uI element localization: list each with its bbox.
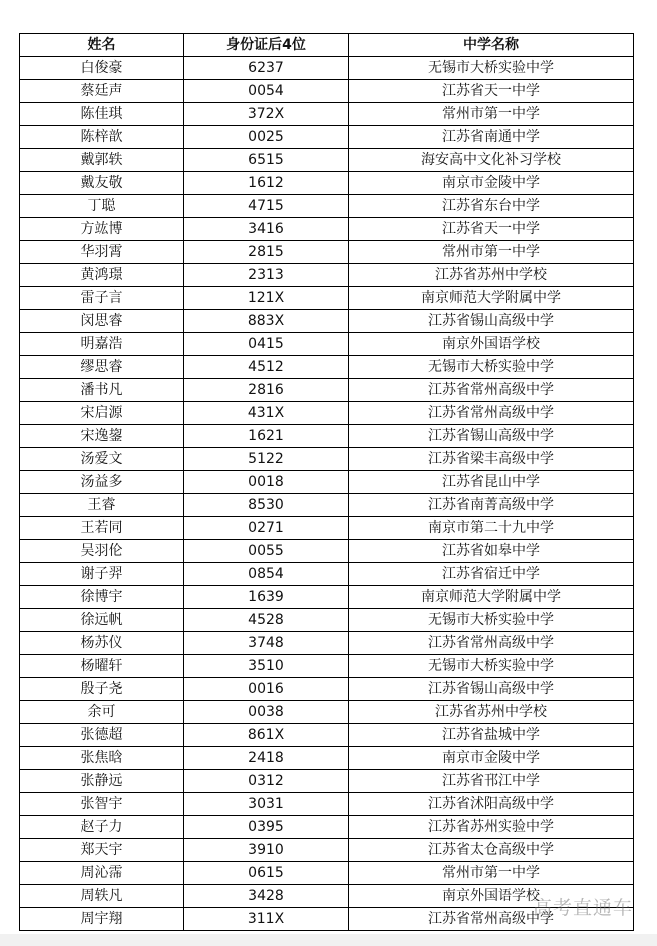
table-row — [20, 517, 634, 540]
cell-name: 周沁霈 — [20, 862, 184, 885]
cell-name: 戴郭轶 — [20, 149, 184, 172]
student-table — [19, 33, 634, 931]
table-row — [20, 494, 634, 517]
cell-school: 江苏省太仓高级中学 — [349, 839, 634, 862]
cell-id-last4: 6237 — [184, 57, 349, 80]
cell-name: 陈梓歆 — [20, 126, 184, 149]
table-row — [20, 839, 634, 862]
table-row — [20, 425, 634, 448]
table-row — [20, 655, 634, 678]
cell-school: 江苏省天一中学 — [349, 80, 634, 103]
table-row — [20, 379, 634, 402]
cell-id-last4: 3428 — [184, 885, 349, 908]
cell-name: 徐远帆 — [20, 609, 184, 632]
cell-id-last4: 0025 — [184, 126, 349, 149]
cell-id-last4: 372X — [184, 103, 349, 126]
cell-school: 江苏省南菁高级中学 — [349, 494, 634, 517]
table-row — [20, 816, 634, 839]
table-row — [20, 563, 634, 586]
cell-id-last4: 8530 — [184, 494, 349, 517]
cell-school: 江苏省苏州中学校 — [349, 701, 634, 724]
student-list-sheet — [19, 33, 634, 931]
cell-id-last4: 4528 — [184, 609, 349, 632]
cell-school: 江苏省锡山高级中学 — [349, 678, 634, 701]
cell-name: 赵子力 — [20, 816, 184, 839]
table-row — [20, 80, 634, 103]
bottom-bar — [0, 934, 657, 946]
cell-school: 江苏省常州高级中学 — [349, 908, 634, 931]
cell-school: 无锡市大桥实验中学 — [349, 356, 634, 379]
table-body — [20, 57, 634, 931]
cell-school: 无锡市大桥实验中学 — [349, 655, 634, 678]
table-row — [20, 793, 634, 816]
cell-id-last4: 2815 — [184, 241, 349, 264]
cell-name: 杨苏仪 — [20, 632, 184, 655]
table-row — [20, 586, 634, 609]
table-row — [20, 448, 634, 471]
cell-name: 黄鸿璟 — [20, 264, 184, 287]
cell-name: 郑天宇 — [20, 839, 184, 862]
cell-id-last4: 0018 — [184, 471, 349, 494]
cell-school: 江苏省沭阳高级中学 — [349, 793, 634, 816]
cell-school: 江苏省常州高级中学 — [349, 402, 634, 425]
cell-school: 南京师范大学附属中学 — [349, 287, 634, 310]
cell-name: 吴羽伦 — [20, 540, 184, 563]
cell-name: 方竑博 — [20, 218, 184, 241]
table-row — [20, 310, 634, 333]
cell-school: 江苏省锡山高级中学 — [349, 425, 634, 448]
table-row — [20, 241, 634, 264]
cell-id-last4: 121X — [184, 287, 349, 310]
table-row — [20, 770, 634, 793]
cell-school: 江苏省东台中学 — [349, 195, 634, 218]
cell-school: 江苏省南通中学 — [349, 126, 634, 149]
cell-id-last4: 4512 — [184, 356, 349, 379]
cell-school: 无锡市大桥实验中学 — [349, 57, 634, 80]
cell-school: 江苏省邗江中学 — [349, 770, 634, 793]
table-row — [20, 57, 634, 80]
cell-name: 闵思睿 — [20, 310, 184, 333]
cell-id-last4: 1639 — [184, 586, 349, 609]
cell-name: 宋逸鋆 — [20, 425, 184, 448]
cell-school: 常州市第一中学 — [349, 103, 634, 126]
cell-name: 张焦晗 — [20, 747, 184, 770]
table-row — [20, 333, 634, 356]
cell-name: 王若同 — [20, 517, 184, 540]
cell-name: 戴友敬 — [20, 172, 184, 195]
cell-name: 宋启源 — [20, 402, 184, 425]
cell-school: 江苏省梁丰高级中学 — [349, 448, 634, 471]
cell-id-last4: 861X — [184, 724, 349, 747]
cell-school: 南京市金陵中学 — [349, 747, 634, 770]
cell-name: 殷子尧 — [20, 678, 184, 701]
cell-id-last4: 3748 — [184, 632, 349, 655]
cell-name: 汤爱文 — [20, 448, 184, 471]
cell-id-last4: 0055 — [184, 540, 349, 563]
cell-id-last4: 0016 — [184, 678, 349, 701]
cell-school: 江苏省盐城中学 — [349, 724, 634, 747]
cell-id-last4: 2418 — [184, 747, 349, 770]
cell-school: 江苏省常州高级中学 — [349, 632, 634, 655]
table-row — [20, 172, 634, 195]
table-row — [20, 632, 634, 655]
table-row — [20, 724, 634, 747]
cell-name: 王睿 — [20, 494, 184, 517]
header-id-last4: 身份证后4位 — [184, 34, 349, 57]
cell-id-last4: 4715 — [184, 195, 349, 218]
table-row — [20, 264, 634, 287]
header-school: 中学名称 — [349, 34, 634, 57]
cell-id-last4: 6515 — [184, 149, 349, 172]
cell-school: 常州市第一中学 — [349, 862, 634, 885]
table-row — [20, 103, 634, 126]
cell-id-last4: 0054 — [184, 80, 349, 103]
cell-id-last4: 3510 — [184, 655, 349, 678]
cell-id-last4: 5122 — [184, 448, 349, 471]
cell-id-last4: 2816 — [184, 379, 349, 402]
cell-name: 潘书凡 — [20, 379, 184, 402]
cell-school: 江苏省昆山中学 — [349, 471, 634, 494]
cell-school: 南京市金陵中学 — [349, 172, 634, 195]
cell-school: 江苏省苏州中学校 — [349, 264, 634, 287]
cell-id-last4: 0415 — [184, 333, 349, 356]
cell-name: 杨曜轩 — [20, 655, 184, 678]
cell-name: 张静远 — [20, 770, 184, 793]
cell-id-last4: 1612 — [184, 172, 349, 195]
cell-id-last4: 2313 — [184, 264, 349, 287]
cell-id-last4: 3031 — [184, 793, 349, 816]
header-row — [20, 34, 634, 57]
cell-id-last4: 1621 — [184, 425, 349, 448]
cell-name: 徐博宇 — [20, 586, 184, 609]
cell-id-last4: 883X — [184, 310, 349, 333]
table-row — [20, 471, 634, 494]
cell-name: 谢子羿 — [20, 563, 184, 586]
cell-id-last4: 0615 — [184, 862, 349, 885]
cell-school: 江苏省常州高级中学 — [349, 379, 634, 402]
table-row — [20, 609, 634, 632]
table-row — [20, 356, 634, 379]
cell-school: 江苏省锡山高级中学 — [349, 310, 634, 333]
table-row — [20, 701, 634, 724]
watermark: 高考直通车 — [532, 897, 633, 919]
cell-name: 缪思睿 — [20, 356, 184, 379]
table-row — [20, 126, 634, 149]
cell-school: 南京市第二十九中学 — [349, 517, 634, 540]
cell-id-last4: 0395 — [184, 816, 349, 839]
cell-name: 周宇翔 — [20, 908, 184, 931]
cell-school: 海安高中文化补习学校 — [349, 149, 634, 172]
cell-school: 江苏省苏州实验中学 — [349, 816, 634, 839]
cell-name: 张德超 — [20, 724, 184, 747]
table-row — [20, 678, 634, 701]
cell-name: 汤益多 — [20, 471, 184, 494]
cell-school: 南京外国语学校 — [349, 333, 634, 356]
cell-school: 南京外国语学校 — [349, 885, 634, 908]
table-row — [20, 540, 634, 563]
cell-name: 周轶凡 — [20, 885, 184, 908]
cell-name: 蔡廷声 — [20, 80, 184, 103]
cell-id-last4: 0854 — [184, 563, 349, 586]
cell-name: 张智宇 — [20, 793, 184, 816]
cell-id-last4: 3416 — [184, 218, 349, 241]
table-row — [20, 218, 634, 241]
cell-id-last4: 3910 — [184, 839, 349, 862]
cell-id-last4: 431X — [184, 402, 349, 425]
cell-school: 常州市第一中学 — [349, 241, 634, 264]
cell-id-last4: 311X — [184, 908, 349, 931]
table-row — [20, 747, 634, 770]
header-name: 姓名 — [20, 34, 184, 57]
cell-name: 华羽霄 — [20, 241, 184, 264]
cell-name: 丁聪 — [20, 195, 184, 218]
cell-name: 余可 — [20, 701, 184, 724]
cell-name: 雷子言 — [20, 287, 184, 310]
table-row — [20, 149, 634, 172]
cell-name: 白俊豪 — [20, 57, 184, 80]
cell-school: 无锡市大桥实验中学 — [349, 609, 634, 632]
table-row — [20, 195, 634, 218]
table-row — [20, 862, 634, 885]
cell-school: 江苏省如皋中学 — [349, 540, 634, 563]
cell-id-last4: 0038 — [184, 701, 349, 724]
cell-school: 南京师范大学附属中学 — [349, 586, 634, 609]
table-row — [20, 402, 634, 425]
cell-name: 明嘉浩 — [20, 333, 184, 356]
cell-school: 江苏省天一中学 — [349, 218, 634, 241]
cell-school: 江苏省宿迁中学 — [349, 563, 634, 586]
cell-id-last4: 0271 — [184, 517, 349, 540]
table-row — [20, 287, 634, 310]
cell-id-last4: 0312 — [184, 770, 349, 793]
cell-name: 陈佳琪 — [20, 103, 184, 126]
